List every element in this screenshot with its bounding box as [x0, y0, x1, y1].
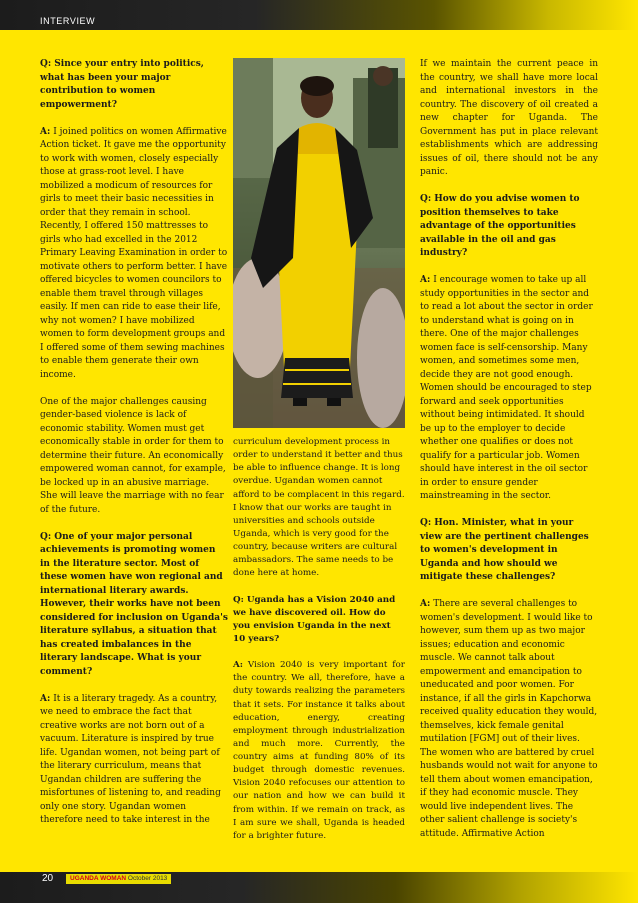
question-2: Q: One of your major personal achievements is promoting women in the literature sector. Most of these women have won regional and international literary awards. However, their works have not been considered for inclusion on Uganda's literature syllabus, a situation that has created imbalances in the literary landscape. What is your comment? — [40, 531, 228, 677]
answer-label: A: — [40, 693, 51, 704]
paragraph: One of the major challenges causing gender-based violence is lack of economic stability. Women must get economically stable in order for them to determine their future. An economically empowered woman cannot, for example, be locked up in an abusive marriage. She will leave the marriage with no fear of the future. — [40, 396, 226, 515]
answer-text: There are several challenges to women's development. I would like to however, sum them up as two major issues; education and economic muscle. We cannot talk about empowerment and emancipation to uneducated and poor women. For instance, if all the girls in Kapchorwa received quality education they would, themselves, kick female genital mutilation [FGM] out of their lives. The women who are battered by cruel husbands would not wait for anyone to tell them about women emancipation, if they had economic muscle. They would live independent lives. The other salient challenge is society's attitude. Affirmative Action — [420, 599, 598, 839]
answer-label: A: — [420, 275, 431, 285]
photo-of-minister-in-traditional-dress-icon — [233, 58, 405, 428]
article-column-3 — [420, 58, 598, 841]
top-banner — [0, 0, 638, 30]
answer-3 — [233, 659, 405, 843]
minister-photo — [233, 58, 405, 428]
paragraph: If we maintain the current peace in the country, we shall have more local and international investors in the country. The discovery of oil created a new chapter for Uganda. The Government has put in place relevant establishments which are addressing issues of oil, there should not be any panic. — [420, 59, 598, 177]
answer-label: A: — [40, 126, 51, 137]
question-1: Q: Since your entry into politics, what has been your major contribution to women empowerment? — [40, 59, 204, 110]
answer-text: I encourage women to take up all study opportunities in the sector and to read a lot about the sector in order to understand what is going on in there. One of the major challenges women face is self-censorship. Many women, and sometimes some men, decide they are not good enough. Women should be encouraged to step forward and seek opportunities without being intimidated. It should be up to the employer to decide whether one qualifies or does not qualify for a particular job. Women should have interest in the oil sector in order to ensure gender mainstreaming in the sector. — [420, 275, 593, 501]
answer-text: I joined politics on women Affirmative Action ticket. It gave me the opportunity to work with women, closely especially those at grass-root level. I have mobilized a modicum of resources for girls to meet their basic necessities in order that they remain in school. Recently, I offered 150 mattresses to girls who had excelled in the 2012 Primary Leaving Examination in order to motivate others to perform better. I have offered bicycles to women councilors to enable them travel through villages easily. If men can ride to ease their life, why not women? I have mobilized women to form development groups and I offered some of them sewing machines to enable them generate their own income. — [40, 126, 228, 380]
section-label: INTERVIEW — [40, 16, 96, 26]
paragraph: curriculum development process in order to understand it better and thus be able to influence change. It is long overdue. Ugandan women cannot afford to be complacent in this regard. I know that our works are taught in universities and schools outside Uganda, which is very good for the country, because writers are cultural ambassadors. The same needs to be done here at home. — [233, 437, 405, 579]
question-4: Q: How do you advise women to position themselves to take advantage of the opportunities available in the oil and gas industry? — [420, 194, 580, 258]
question-5: Q: Hon. Minister, what in your view are the pertinent challenges to women's development in Uganda and how should we mitigate these challenges? — [420, 518, 589, 582]
article-column-2 — [233, 436, 405, 843]
answer-text: It is a literary tragedy. As a country, we need to embrace the fact that creative works are not born out of a vacuum. Literature is inspired by true life. Ugandan women, not being part of the literary curriculum, means that Ugandan children are suffering the misfortunes of listening to, and reading only one story. Ugandan women therefore need to take interest in the — [40, 693, 221, 825]
answer-5 — [420, 598, 598, 841]
answer-4 — [420, 274, 598, 504]
question-3: Q: Uganda has a Vision 2040 and we have discovered oil. How do you envision Uganda in the next 10 years? — [233, 594, 396, 644]
answer-label: A: — [420, 599, 431, 609]
article-column-1 — [40, 58, 228, 828]
answer-text: Vision 2040 is very important for the country. We all, therefore, have a duty towards realizing the parameters that it sets. For instance it talks about education, energy, creating employment through industrialization and much more. Currently, the country aims at funding 80% of its budget through domestic revenues. Vision 2040 refocuses our attention to our nation and how we can build it from within. If we remain on track, as I am sure we shall, Uganda is headed for a brighter future. — [233, 660, 405, 841]
answer-label: A: — [233, 660, 244, 671]
footer-publication-tag — [66, 874, 171, 884]
magazine-name: UGANDA WOMAN — [70, 875, 127, 882]
issue-date: October 2013 — [127, 875, 168, 882]
answer-1 — [40, 126, 228, 383]
answer-2 — [40, 693, 228, 828]
page-number: 20 — [42, 873, 54, 884]
